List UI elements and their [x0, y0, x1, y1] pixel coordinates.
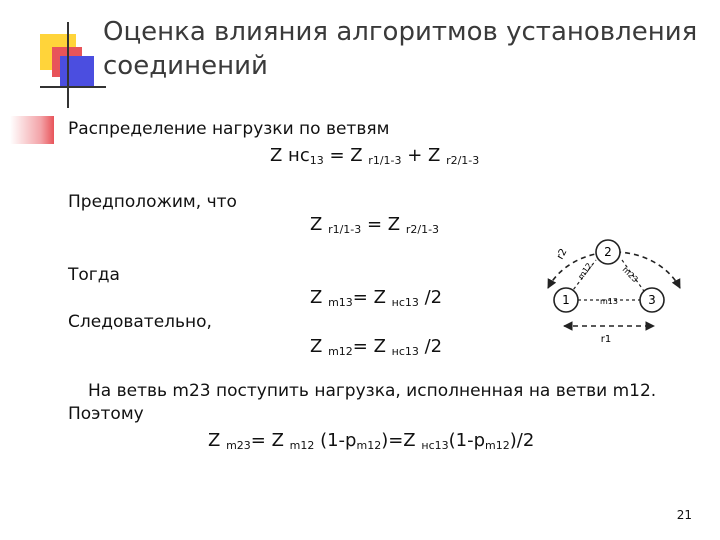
f2-b: = Z: [361, 214, 406, 235]
formula-2: [310, 214, 439, 236]
slide-title: Оценка влияния алгоритмов установления соединений: [103, 17, 698, 81]
f1-b-sub: r1/1-3: [368, 154, 402, 167]
f4-a: Z: [310, 336, 329, 357]
bullet-gradient-bar: [10, 116, 54, 144]
f2-a-sub: r1/1-3: [328, 223, 362, 236]
label-r1: r1: [600, 334, 612, 345]
formula-4: [310, 336, 442, 358]
page-number: 21: [676, 508, 692, 522]
corner-horizontal-line: [40, 86, 106, 88]
text-suppose: Предположим, что: [68, 192, 237, 212]
formula-5: [208, 430, 534, 452]
formula-1: [270, 145, 479, 167]
f5-b: = Z: [250, 430, 290, 451]
f2-a: Z: [310, 214, 329, 235]
corner-vertical-line: [67, 22, 69, 108]
label-r2: r2: [554, 246, 570, 262]
node-1-label: 1: [562, 293, 570, 307]
f1-a-sub: 13: [309, 154, 324, 167]
f5-c-sub: m12: [356, 439, 382, 452]
node-3-label: 3: [648, 293, 656, 307]
f5-b-sub: m12: [289, 439, 315, 452]
f3-b-sub: нс13: [391, 296, 419, 309]
text-branch-load: На ветвь m23 поступить нагрузка, исполненная на ветви m12.: [88, 381, 657, 401]
node-2-label: 2: [604, 245, 612, 259]
f3-c: /2: [418, 287, 443, 308]
f5-c: (1-p: [314, 430, 357, 451]
f5-f: )/2: [509, 430, 535, 451]
f4-b: = Z: [352, 336, 392, 357]
f5-d-sub: нс13: [421, 439, 449, 452]
f1-c-sub: r2/1-3: [446, 154, 480, 167]
f5-a: Z: [208, 430, 227, 451]
f3-a: Z: [310, 287, 329, 308]
network-diagram: [538, 218, 698, 348]
text-then: Тогда: [68, 265, 120, 285]
f1-c: + Z: [401, 145, 447, 166]
f4-a-sub: m12: [328, 345, 353, 358]
f1-b: = Z: [323, 145, 369, 166]
formula-3: [310, 287, 442, 309]
f3-b: = Z: [352, 287, 392, 308]
label-m13: m13: [600, 297, 618, 306]
f5-a-sub: m23: [226, 439, 251, 452]
f4-c: /2: [418, 336, 443, 357]
text-hence: Поэтому: [68, 404, 144, 424]
text-therefore: Следовательно,: [68, 312, 212, 332]
label-m23: m23: [620, 265, 640, 285]
corner-blue-square: [60, 56, 94, 88]
f5-e-sub: m12: [485, 439, 510, 452]
f5-e: (1-p: [448, 430, 486, 451]
f3-a-sub: m13: [328, 296, 353, 309]
f5-d: )=Z: [381, 430, 422, 451]
f1-a: Z нс: [270, 145, 310, 166]
text-load-distribution: Распределение нагрузки по ветвям: [68, 119, 390, 139]
f2-b-sub: r2/1-3: [405, 223, 440, 236]
label-m12: m12: [576, 261, 594, 282]
f4-b-sub: нс13: [391, 345, 419, 358]
